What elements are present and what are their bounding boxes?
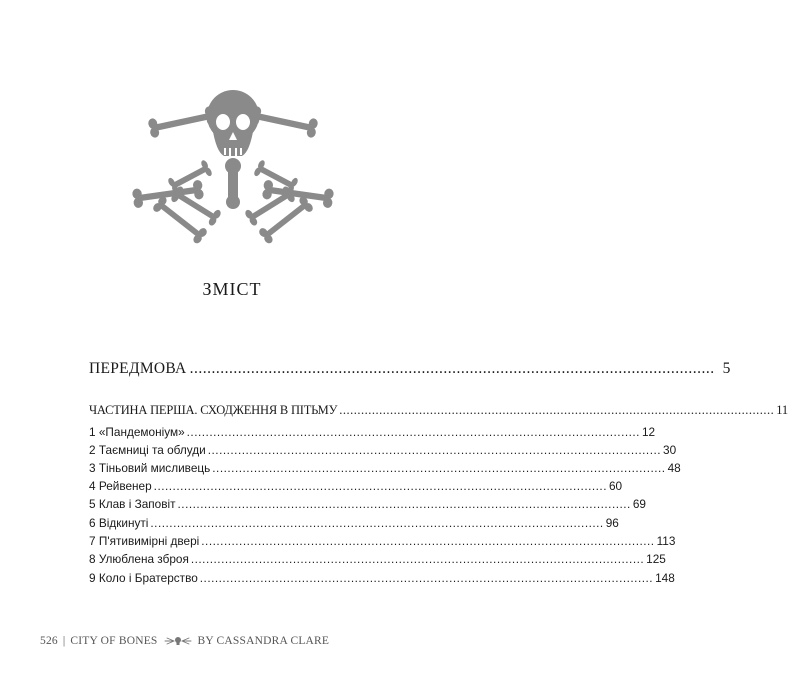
- toc-chapter-page: 48: [667, 461, 681, 475]
- toc-chapter-row: [89, 552, 666, 566]
- toc-chapter-label: 3 Тіньовий мисливець: [89, 461, 211, 475]
- dot-leader: ........................................................................................................................: [177, 497, 631, 511]
- toc-chapter-page: 125: [646, 552, 666, 566]
- toc-chapter-page: 113: [656, 534, 676, 548]
- toc-chapter-page: 69: [632, 497, 646, 511]
- dot-leader: ........................................................................................................................: [150, 516, 604, 530]
- toc-chapter-label: 1 «Пандемоніум»: [89, 425, 185, 439]
- toc-preface-label: ПЕРЕДМОВА: [89, 360, 187, 377]
- toc-chapter-label: 2 Таємниці та облуди: [89, 443, 206, 457]
- dot-leader: ........................................................................................................................: [201, 534, 655, 548]
- toc-preface-page: 5: [722, 360, 731, 377]
- toc-chapter-row: [89, 461, 681, 475]
- footer-author: BY CASSANDRA CLARE: [197, 635, 330, 647]
- toc-chapter-row: [89, 425, 656, 439]
- footer-page-number: 526: [40, 635, 58, 647]
- toc-chapter-page: 148: [655, 571, 675, 585]
- footer-separator: |: [62, 635, 66, 647]
- dot-leader: ........................................................................................................................: [199, 571, 654, 585]
- toc-chapter-row: [89, 443, 677, 457]
- toc-chapter-row: [89, 479, 623, 493]
- dot-leader: ........................................................................................................................: [153, 479, 607, 493]
- toc-chapter-label: 9 Коло і Братерство: [89, 571, 198, 585]
- toc-chapter-row: [89, 497, 646, 511]
- dot-leader: ........................................................................................................................: [186, 425, 640, 439]
- toc-chapter-label: 6 Відкинуті: [89, 516, 149, 530]
- dot-leader: ........................................................................................................................: [339, 403, 775, 417]
- dot-leader: ........................................................................................................................: [212, 461, 666, 475]
- toc-chapter-page: 30: [663, 443, 677, 457]
- toc-chapter-label: 5 Клав і Заповіт: [89, 497, 176, 511]
- toc-part-label: ЧАСТИНА ПЕРША. СХОДЖЕННЯ В ПІТЬМУ: [89, 403, 338, 417]
- toc-preface-row: [89, 360, 731, 378]
- toc-part-page: 11: [776, 403, 788, 417]
- toc-chapter-label: 4 Рейвенер: [89, 479, 152, 493]
- page-title: ЗМІСТ: [202, 279, 262, 299]
- footer-book-title: CITY OF BONES: [70, 635, 158, 647]
- toc-chapter-label: 7 П'ятивимірні двері: [89, 534, 200, 548]
- toc-chapter-row: [89, 571, 675, 585]
- toc-chapter-row: [89, 534, 676, 548]
- toc-chapter-label: 8 Улюблена зброя: [89, 552, 189, 566]
- toc-part-row: [89, 403, 788, 418]
- toc-chapter-page: 60: [608, 479, 623, 493]
- page-footer: [40, 635, 329, 647]
- skull-ornament-icon: [163, 635, 193, 647]
- toc-chapter-row: [89, 516, 619, 530]
- dot-leader: ........................................................................................................................: [190, 552, 645, 566]
- toc-chapter-page: 12: [641, 425, 656, 439]
- skull-crossbones-icon: [120, 82, 346, 248]
- dot-leader: ........................................................................................................................: [189, 360, 715, 377]
- dot-leader: ........................................................................................................................: [207, 443, 662, 457]
- toc-chapter-page: 96: [605, 516, 619, 530]
